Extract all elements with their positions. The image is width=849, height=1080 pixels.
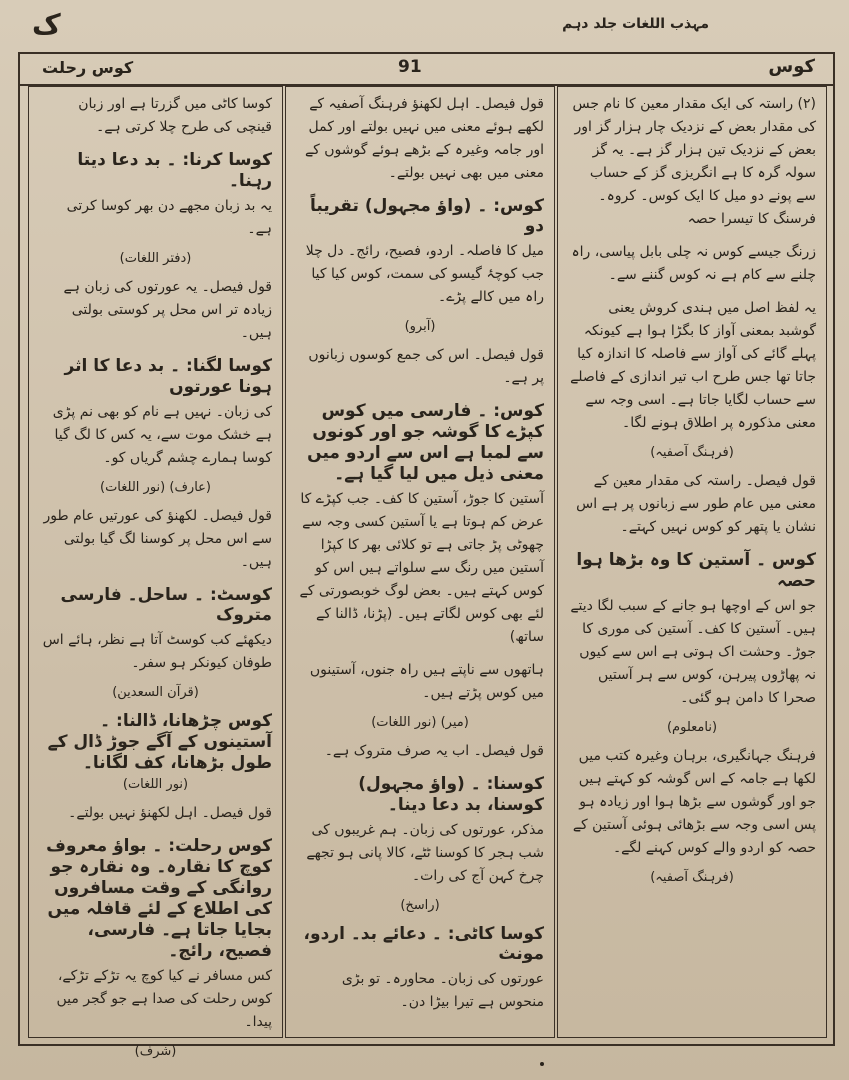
column-middle (285, 86, 555, 1038)
entry-heading: کوسا کاٹی: ۔ دعائے بد۔ اردو، مونث (303, 924, 544, 964)
entry-text: کس مسافر نے کیا کوچ یہ تڑکے تڑکے، کوس رحلت کی صدا ہے جو گجر میں پیدا۔ (56, 968, 272, 1030)
entry-text: قول فیصل۔ لکھنؤ کی عورتیں عام طور سے اس محل پر کوسنا لگ گیا بولتی ہیں۔ (43, 508, 272, 570)
entry-source: (نامعلوم) (666, 720, 718, 735)
entry-text: مذکر، عورتوں کی زبان۔ ہم غریبوں کی شب ہجر کا کوسنا ٹٹے، کالا پانی ہو تجھے چرخ کہن آج کی رات۔ (306, 822, 544, 884)
running-title: مہذب اللغات جلد دہم (562, 16, 709, 32)
corner-letter: ک (32, 8, 61, 41)
entry-text: (۲) راستہ کی ایک مقدار معین کا نام جس کی مقدار بعض کے نزدیک چار ہزار گز اور بعض کے نزدیک تین ہزار گز ہے۔ یہ گز سولہ گرہ کا ہے انگریزی گز کے حساب سے پونے دو میل کا ایک کوس۔ کروہ۔ فرسنگ کا تیسرا حصہ (572, 96, 816, 227)
entry-source: (دفتر اللغات) (119, 251, 192, 266)
entry-heading: کوس ۔ آستین کا وہ بڑھا ہوا حصہ (576, 550, 816, 591)
entry-heading: کوس چڑھانا، ڈالنا: ۔ آستینوں کے آگے جوڑ ڈال کے طول بڑھانا، کف لگانا۔ (47, 711, 272, 773)
entry-source: (عارف) (نور اللغات) (100, 480, 211, 495)
entry-source: (شرف) (134, 1044, 177, 1059)
entry-source: (فرہنگ آصفیہ) (650, 870, 734, 885)
entry-text: کی زبان۔ نہیں ہے نام کو بھی نم پڑی ہے خشک موت سے، یہ کس کا لگ گیا کوسا ہمارے چشم گریاں کو۔ (52, 404, 272, 466)
column-left (28, 86, 283, 1059)
entry-heading: کوس: ۔ فارسی میں کوس کپڑے کا گوشہ جو اور کونوں سے لمبا ہے اس سے اردو میں معنی ذیل میں لیا گیا ہے۔ (307, 401, 544, 484)
page-dot (540, 1062, 544, 1066)
entry-heading: کوسٹ: ۔ ساحل۔ فارسی متروک (60, 585, 272, 625)
entry-text: میل کا فاصلہ۔ اردو، فصیح، رائج۔ دل چلا جب کوچۂ گیسو کی سمت، کوس کیا کیا راہ میں کالے پڑے۔ (305, 243, 544, 305)
page-header (20, 8, 829, 48)
title-row (20, 54, 833, 86)
entry-text: آستین کا جوڑ، آستین کا کف۔ جب کپڑے کا عرض کم ہوتا ہے یا آستین کسی وجہ سے چھوٹی پڑ جاتی ہے تو کلائی بھر کا کپڑا آستین میں رنگ سے سلواتے ہیں اس کو کوس کہتے ہیں۔ بعض لوگ خوبصورتی کے لئے بھی کوس لگاتے ہیں۔ (پڑنا، ڈالنا کے ساتھ) (299, 491, 544, 645)
entry-heading: کوسنا: ۔ (واؤ مجہول) کوسنا، بد دعا دینا۔ (358, 774, 544, 815)
page-frame (18, 52, 835, 1059)
entry-text: قول فیصل۔ اب یہ صرف متروک ہے۔ (324, 743, 544, 759)
entry-text: کوسا کاٹی میں گزرتا ہے اور زبان قینچی کی طرح چلا کرتی ہے۔ (78, 96, 272, 135)
entry-text: ہاتھوں سے ناپتے ہیں راہ جنوں، آستینوں میں کوس پڑتے ہیں۔ (309, 662, 544, 701)
entry-heading: کوسا کرنا: ۔ بد دعا دیتا رہنا۔ (77, 150, 272, 191)
column-right (557, 86, 827, 1038)
entry-text: قول فیصل۔ اس کی جمع کوسوں زبانوں پر ہے۔ (308, 347, 544, 386)
entry-text: یہ لفظ اصل میں ہندی کروش یعنی گوشبد بمعنی آواز کا بگڑا ہوا ہے کیونکہ پہلے گائے کی آواز سے فاصلہ کا اندازہ کیا جاتا تھا جس طرح اب تیر اندازی کے فاصلے سے حساب لگایا جاتا ہے۔ اسی وجہ سے معنی مذکورہ پر اطلاق ہونے لگا۔ (570, 300, 816, 431)
entry-heading: کوس: ۔ (واؤ مجہول) تقریباً دو (310, 196, 544, 236)
entry-source: (راسخ) (400, 898, 440, 913)
entry-text: قول فیصل۔ یہ عورتوں کی زبان ہے زیادہ تر اس محل پر کوستی بولتی ہیں۔ (63, 279, 272, 341)
entry-text: فرہنگ جہانگیری، برہان وغیرہ کتب میں لکھا ہے جامہ کے اس گوشہ کو کہتے ہیں جو اور گوشوں سے بڑھا ہوا اور زیادہ ہو پس اسی وجہ سے بڑھائی ہوئی آستین کے حصہ کو اردو والے کوس کہنے لگے۔ (572, 748, 816, 856)
page-number: 91 (398, 57, 422, 77)
entry-source: (میر) (نور اللغات) (371, 715, 469, 730)
entry-source: (فرہنگ آصفیہ) (650, 445, 734, 460)
entry-heading: کوس رحلت: ۔ بواؤ معروف کوچ کا نقارہ۔ وہ نقارہ جو روانگی کے وقت مسافروں کی اطلاع کے لئے قافلہ میں بجایا جاتا ہے۔ فارسی، فصیح، رائج۔ (46, 836, 272, 961)
entry-text: جو اس کے اوچھا ہو جانے کے سبب لگا دیتے ہیں۔ آستین کا کف۔ آستین کی موری کا جوڑ۔ وحشت اک ہوتی ہے اس سے کیوں نہ پھاڑوں پیرہن، کوس سے ہر آستیں صحرا کا دامن ہو گئی۔ (570, 598, 816, 706)
entry-text: عورتوں کی زبان۔ محاورہ۔ تو بڑی منحوس ہے تیرا بیڑا دن۔ (341, 971, 544, 1010)
first-keyword: کوس (768, 56, 815, 77)
entry-source: (نور اللغات) (122, 777, 189, 792)
entry-source: (قرآن السعدین) (112, 685, 199, 700)
entry-heading: کوسا لگنا: ۔ بد دعا کا اثر ہونا عورتوں (64, 356, 272, 397)
entry-text: زرنگ جیسے کوس نہ چلی بابل پیاسی، راہ چلنے سے کام ہے نہ کوس گننے سے۔ (571, 244, 816, 283)
last-keyword: کوس رحلت (42, 58, 134, 77)
entry-text: قول فیصل۔ اہل لکھنؤ فرہنگ آصفیہ کے لکھے ہوئے معنی میں نہیں بولتے اور کمل اور جامہ وغیرہ کے بڑھے ہوئے گوشوں کے معنی میں بھی نہیں بولتے۔ (304, 96, 544, 181)
entry-text: یہ بد زبان مجھے دن بھر کوسا کرتی ہے۔ (66, 198, 272, 237)
entry-text: قول فیصل۔ اہل لکھنؤ نہیں بولتے۔ (68, 805, 272, 821)
entry-text: دیکھئے کب کوسٹ آتا ہے نظر، ہائے اس طوفان کیونکر ہو سفر۔ (42, 632, 272, 671)
entry-text: قول فیصل۔ راستہ کی مقدار معین کے معنی میں عام طور سے زبانوں پر ہے اس نشان یا پتھر کو کوس نہیں کہتے۔ (576, 473, 816, 535)
entry-source: (آبرو) (404, 319, 436, 334)
